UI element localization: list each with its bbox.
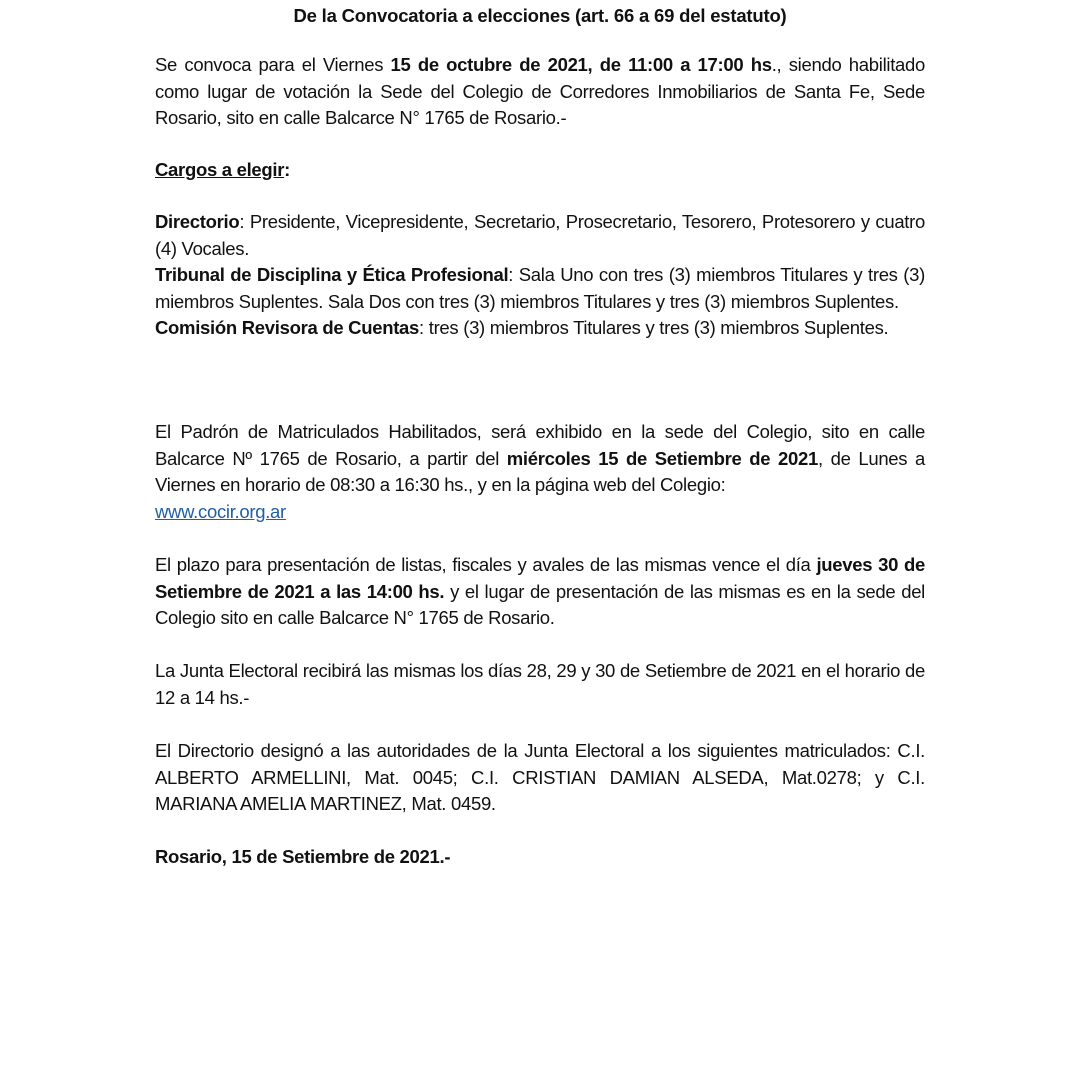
padron-text: El Padrón de Matriculados Habilitados, será exhibido en la sede del Colegio, sito en calle Balcarce Nº 1765 de Rosario, a partir del [155,421,925,469]
convocatoria-location: ., siendo habilitado como lugar de votación la Sede del Colegio de Corredores Inmobiliarios de Santa Fe, Sede Rosario, sito en calle Balcarce N° 1765 de Rosario.- [155,54,925,128]
padron-paragraph [155,419,925,525]
cargo-item-directorio [155,209,925,262]
cargo-label: Tribunal de Disciplina y Ética Profesional [155,264,509,285]
signature-date: Rosario, 15 de Setiembre de 2021.- [155,846,451,867]
junta-paragraph: La Junta Electoral recibirá las mismas los días 28, 29 y 30 de Setiembre de 2021 en el horario de 12 a 14 hs.- [155,660,925,708]
plazo-paragraph [155,552,925,632]
website-link[interactable]: www.cocir.org.ar [155,500,286,522]
cargos-heading-text: Cargos a elegir [155,159,285,180]
cargo-text: : Sala Uno con tres (3) miembros Titulares y tres (3) miembros Suplentes. Sala Dos con tres (3) miembros Titulares y tres (3) miembros Suplentes. [155,264,925,312]
padron-schedule: , de Lunes a Viernes en horario de 08:30 a 16:30 hs., y en la página web del Colegio: [155,447,925,495]
plazo-text: El plazo para presentación de listas, fiscales y avales de las mismas vence el día [155,554,817,575]
cargo-item-tribunal [155,262,925,315]
convocatoria-paragraph [155,52,925,132]
convocatoria-text: Se convoca para el Viernes [155,54,391,75]
padron-date: miércoles 15 de Setiembre de 2021 [506,447,818,469]
plazo-location: y el lugar de presentación de las mismas es en la sede del Colegio sito en calle Balcarce N° 1765 de Rosario. [155,580,925,628]
convocatoria-date: 15 de octubre de 2021, de 11:00 a 17:00 hs [390,54,772,75]
cargo-label: Comisión Revisora de Cuentas [155,317,420,338]
cargo-text: : tres (3) miembros Titulares y tres (3) miembros Suplentes. [419,317,889,338]
plazo-deadline: jueves 30 de Setiembre de 2021 a las 14:00 hs. [155,554,925,602]
cargos-heading [155,157,925,184]
cargos-heading-colon: : [284,159,291,180]
cargo-label: Directorio [155,211,240,232]
cargos-list [155,209,925,342]
signature-line [155,844,925,871]
cargo-text: : Presidente, Vicepresidente, Secretario, Prosecretario, Tesorero, Protesorero y cuatro (4) Vocales. [155,211,925,259]
autoridades-paragraph: El Directorio designó a las autoridades de la Junta Electoral a los siguientes matriculados: C.I. ALBERTO ARMELLINI, Mat. 0045; C.I. CRISTIAN DAMIAN ALSEDA, Mat.0278; y C.I. MARIANA AMELIA MARTINEZ, Mat. 0459. [155,740,925,814]
cargo-item-comision [155,315,925,342]
document-title: De la Convocatoria a elecciones (art. 66 a 69 del estatuto) [293,5,787,26]
